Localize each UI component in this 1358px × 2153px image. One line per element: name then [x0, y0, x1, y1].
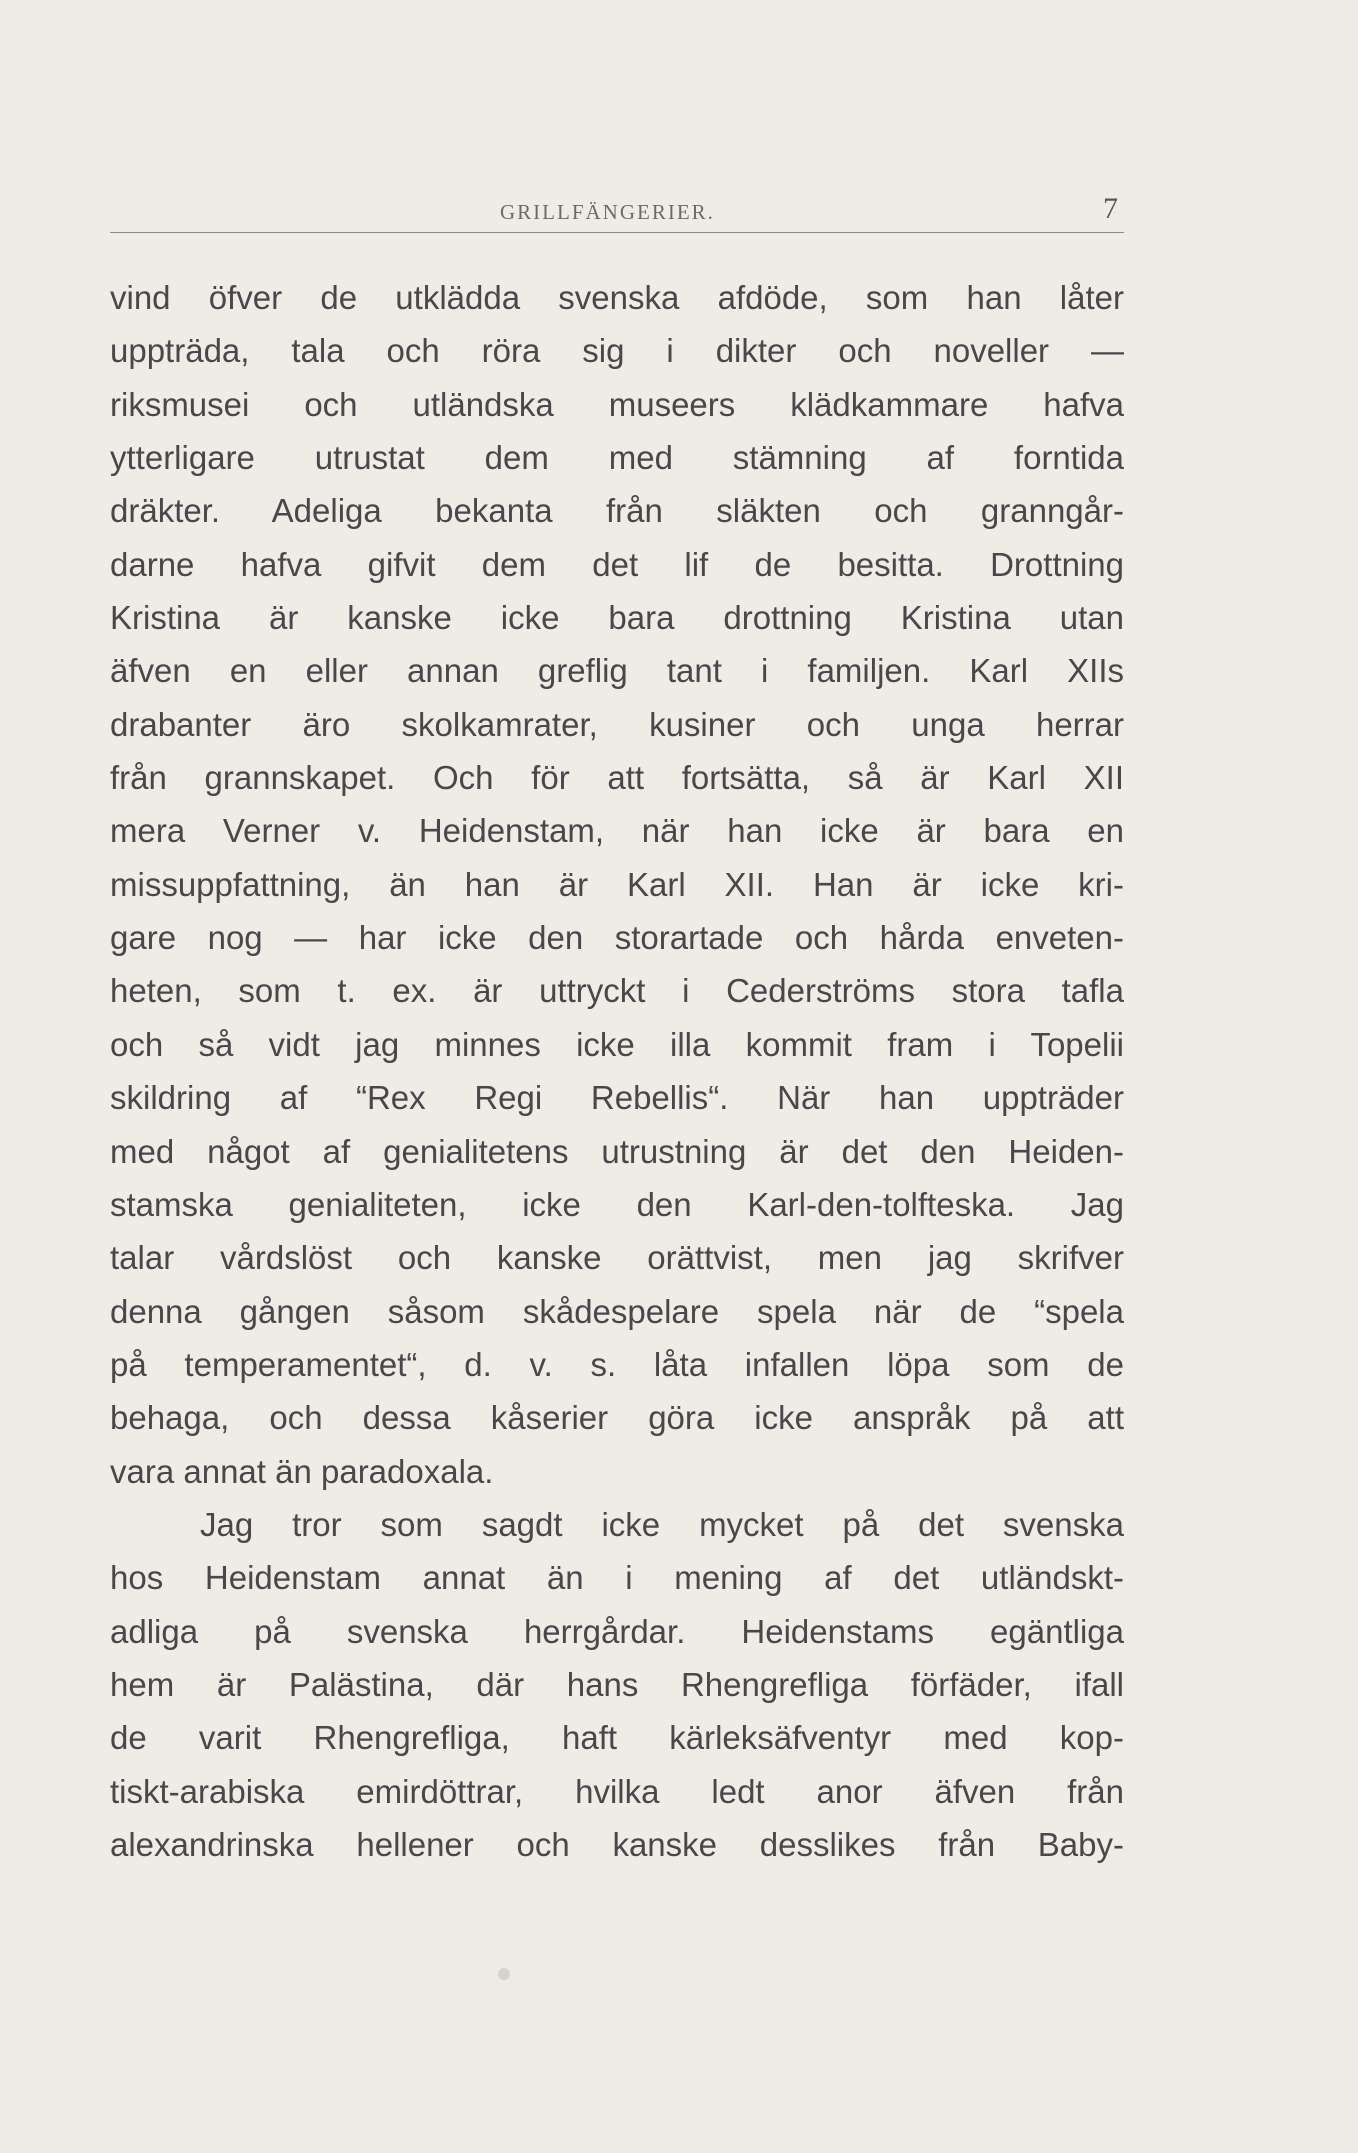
text-line: äfven en eller annan greflig tant i familjen. Karl XIIs — [110, 652, 1124, 690]
text-line: hem är Palästina, där hans Rhengrefliga förfäder, ifall — [110, 1665, 1124, 1703]
text-line: drabanter äro skolkamrater, kusiner och unga herrar — [110, 705, 1124, 743]
text-line: på temperamentet“, d. v. s. låta infallen löpa som de — [110, 1345, 1124, 1383]
text-line: vind öfver de utklädda svenska afdöde, som han låter — [110, 279, 1124, 316]
text-line: hos Heidenstam annat än i mening af det utländskt- — [110, 1559, 1124, 1597]
text-line: mera Verner v. Heidenstam, när han icke är bara en — [110, 812, 1124, 850]
text-line: skildring af “Rex Regi Rebellis“. När han uppträder — [110, 1079, 1124, 1117]
text-line: adliga på svenska herrgårdar. Heidenstams egäntliga — [110, 1612, 1124, 1650]
text-line: de varit Rhengrefliga, haft kärleksäfventyr med kop- — [110, 1719, 1124, 1757]
text-line: missuppfattning, än han är Karl XII. Han är icke kri- — [110, 865, 1124, 903]
text-line: med något af genialitetens utrustning är det den Heiden- — [110, 1132, 1124, 1170]
text-line: denna gången såsom skådespelare spela när de “spela — [110, 1292, 1124, 1330]
body-text — [110, 271, 1124, 1871]
text-line: ytterligare utrustat dem med stämning af forntida — [110, 439, 1124, 477]
text-line: och så vidt jag minnes icke illa kommit fram i Topelii — [110, 1025, 1124, 1063]
text-line: Kristina är kanske icke bara drottning Kristina utan — [110, 599, 1124, 637]
text-line: dräkter. Adeliga bekanta från släkten och granngår- — [110, 492, 1124, 530]
text-line: stamska genialiteten, icke den Karl-den-tolfteska. Jag — [110, 1185, 1124, 1223]
text-line: tiskt-arabiska emirdöttrar, hvilka ledt anor äfven från — [110, 1772, 1124, 1810]
paper-speck — [498, 1968, 510, 1980]
paragraph-end-line: vara annat än paradoxala. — [110, 1452, 494, 1490]
text-line: talar vårdslöst och kanske orättvist, men jag skrifver — [110, 1239, 1124, 1277]
text-line: alexandrinska hellener och kanske desslikes från Baby- — [110, 1825, 1124, 1863]
paragraph-start-line: Jag tror som sagdt icke mycket på det svenska — [200, 1505, 1124, 1543]
text-line: gare nog — har icke den storartade och hårda enveten- — [110, 919, 1124, 957]
text-line: riksmusei och utländska museers klädkammare hafva — [110, 385, 1124, 423]
text-line: behaga, och dessa kåserier göra icke anspråk på att — [110, 1399, 1124, 1437]
page-number: 7 — [1103, 192, 1118, 225]
running-title: GRILLFÄNGERIER. — [500, 200, 715, 224]
text-line: darne hafva gifvit dem det lif de besitta. Drottning — [110, 545, 1124, 583]
text-line: uppträda, tala och röra sig i dikter och noveller — — [110, 332, 1124, 370]
running-head — [110, 192, 1124, 236]
header-rule — [110, 232, 1124, 233]
text-line: från grannskapet. Och för att fortsätta, så är Karl XII — [110, 759, 1124, 797]
text-line: heten, som t. ex. är uttryckt i Cederströms stora tafla — [110, 972, 1124, 1010]
